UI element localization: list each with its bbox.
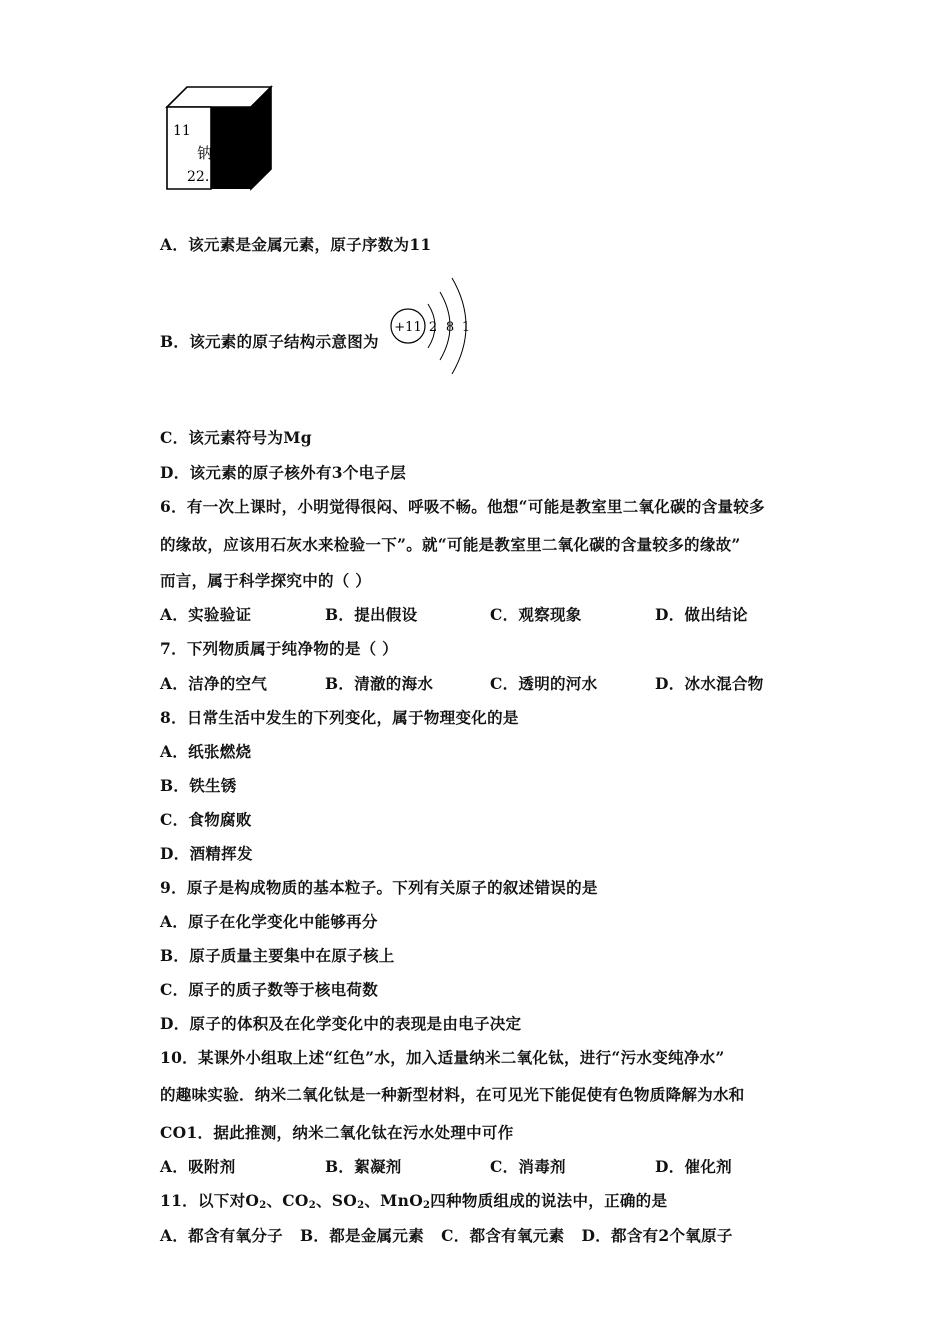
- q8-stem: 8．日常生活中发生的下列变化，属于物理变化的是: [160, 708, 519, 727]
- q11-option-a: A．都含有氧分子: [160, 1226, 283, 1245]
- q6-stem-line-2: 的缘故，应该用石灰水来检验一下”。就“可能是教室里二氧化碳的含量较多的缘故”: [160, 535, 741, 554]
- q7-option-a: A．洁净的空气: [160, 674, 268, 693]
- q7-option-c: C．透明的河水: [490, 674, 598, 693]
- q11-option-b: B．都是金属元素: [300, 1226, 425, 1245]
- q8-option-b: B．铁生锈: [160, 776, 237, 795]
- atom-structure-diagram: [388, 270, 480, 382]
- q5-option-a: A．该元素是金属元素，原子序数为11: [160, 235, 432, 254]
- q6-option-a: A．实验验证: [160, 605, 252, 624]
- q10-option-a: A．吸附剂: [160, 1157, 236, 1176]
- atomic-number: 11: [173, 123, 191, 139]
- q11-stem-prefix: 11．以下对: [160, 1191, 246, 1210]
- q10-options: [160, 1156, 732, 1178]
- q10-stem-line-3: CO1．据此推测，纳米二氧化钛在污水处理中可作: [160, 1123, 514, 1142]
- q7-stem: 7．下列物质属于纯净物的是（ ）: [160, 639, 398, 658]
- shell-electrons-3: 1: [461, 320, 471, 335]
- q8-option-c: C．食物腐败: [160, 810, 252, 829]
- q8-option-a: A．纸张燃烧: [160, 742, 252, 761]
- q7-option-b: B．清澈的海水: [325, 674, 434, 693]
- q6-option-d: D．做出结论: [655, 605, 748, 624]
- q6-option-c: C．观察现象: [490, 605, 582, 624]
- q10-option-b: B．絮凝剂: [325, 1157, 402, 1176]
- formula-so2: $SO_2$: [331, 1191, 365, 1211]
- q6-option-b: B．提出假设: [325, 605, 418, 624]
- element-symbol: 钠: [197, 144, 213, 162]
- q7-option-d: D．冰水混合物: [655, 674, 764, 693]
- q11-stem: 11．以下对$O_2$、$CO_2$、$SO_2$、MnO$_2$四种物质组成的说法中，正确的是: [160, 1191, 668, 1211]
- formula-o2: $O_2$: [245, 1191, 267, 1211]
- q5-option-d: D．该元素的原子核外有3个电子层: [160, 463, 407, 482]
- q5-option-c: C．该元素符号为Mg: [160, 428, 312, 447]
- q10-stem-line-2: 的趣味实验．纳米二氧化钛是一种新型材料，在可见光下能促使有色物质降解为水和: [160, 1085, 745, 1104]
- q11-option-c: C．都含有氧元素: [441, 1226, 565, 1245]
- shell-electrons-2: 8: [445, 320, 455, 335]
- q8-option-d: D．酒精挥发: [160, 844, 253, 863]
- element-card-cube: [165, 85, 275, 191]
- q10-option-d: D．催化剂: [655, 1157, 732, 1176]
- formula-mno2: MnO$_2$: [380, 1191, 431, 1211]
- q9-option-b: B．原子质量主要集中在原子核上: [160, 946, 395, 965]
- q9-option-a: A．原子在化学变化中能够再分: [160, 912, 378, 931]
- q10-option-c: C．消毒剂: [490, 1157, 566, 1176]
- q11-options: [160, 1225, 733, 1247]
- q7-options: [160, 673, 764, 695]
- q5-option-b: B．该元素的原子结构示意图为: [160, 332, 379, 351]
- q9-option-d: D．原子的体积及在化学变化中的表现是由电子决定: [160, 1014, 522, 1033]
- q6-stem-line-1: 6．有一次上课时，小明觉得很闷、呼吸不畅。他想“可能是教室里二氧化碳的含量较多: [160, 497, 765, 516]
- q11-stem-suffix: 四种物质组成的说法中，正确的是: [430, 1191, 668, 1210]
- q9-option-c: C．原子的质子数等于核电荷数: [160, 980, 379, 999]
- q11-option-d: D．都含有2个氧原子: [581, 1226, 733, 1245]
- atomic-mass: 22.: [187, 169, 210, 185]
- q9-stem: 9．原子是构成物质的基本粒子。下列有关原子的叙述错误的是: [160, 878, 598, 897]
- nucleus-charge: +11: [394, 320, 422, 335]
- cube-front-shadow: [211, 107, 251, 189]
- q6-stem-line-3: 而言，属于科学探究中的（ ）: [160, 571, 372, 590]
- q6-options: [160, 604, 748, 626]
- shell-electrons-1: 2: [428, 320, 438, 335]
- formula-co2: $CO_2$: [282, 1191, 316, 1211]
- q10-stem-line-1: 10．某课外小组取上述“红色”水，加入适量纳米二氧化钛，进行“污水变纯净水”: [160, 1048, 725, 1067]
